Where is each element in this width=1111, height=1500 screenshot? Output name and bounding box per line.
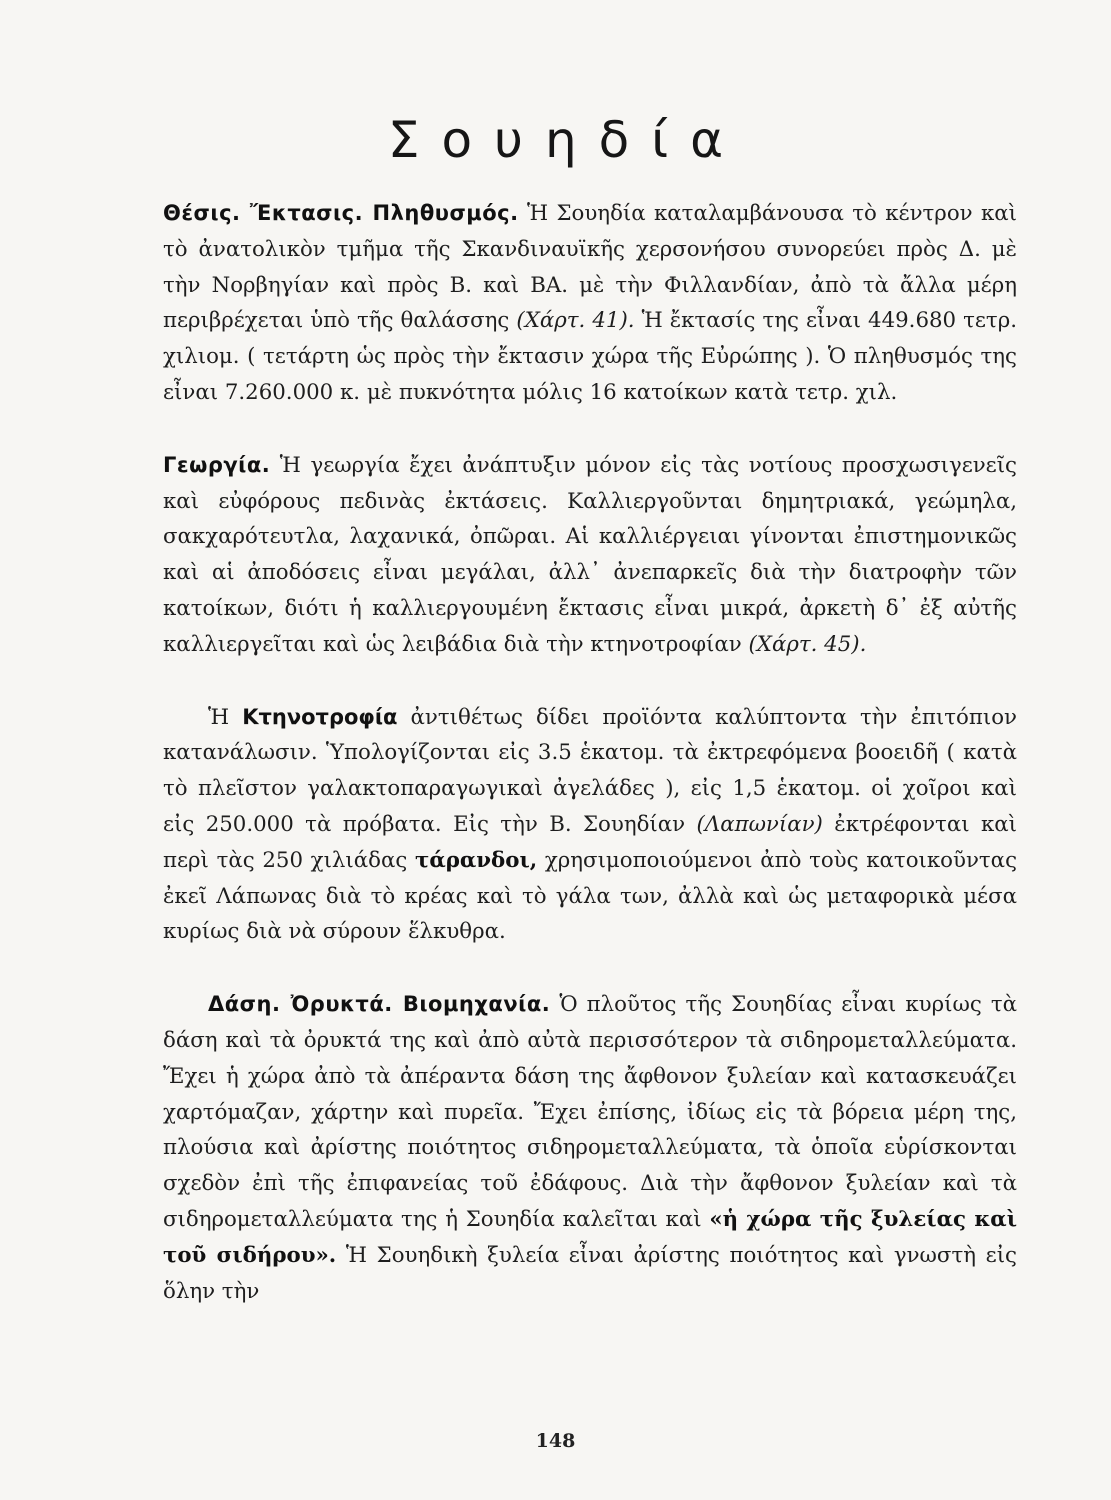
country-epithet-quote: «ἡ χώρα τῆς ξυλείας καὶ τοῦ σιδήρου». [163,1206,1017,1268]
paragraph-livestock [163,700,1017,951]
page-title: Σουηδία [387,111,746,169]
forests-text-1: Ὁ πλοῦτος τῆς Σουηδίας εἶναι κυρίως τὰ δάση καὶ τὰ ὀρυκτά της καὶ ἀπὸ αὐτὰ περισσότερον τὰ σιδηρομεταλλεύματα. Ἔχει ἡ χώρα ἀπὸ τὰ ἀπέραντα δάση της ἄφθονον ξυλείαν καὶ κατασκευάζει χαρτόμαζαν, χάρτην καὶ πυρεῖα. Ἔχει ἐπίσης, ἰδίως εἰς τὰ βόρεια μέρη της, πλούσια καὶ ἀρίστης ποιότητος σιδηρομεταλλεύματα, τὰ ὁποῖα εὑρίσκονται σχεδὸν ἐπὶ τῆς ἐπιφανείας τοῦ ἐδάφους. Διὰ τὴν ἄφθονον ξυλείαν καὶ τὰ σιδηρομεταλλεύματα της ἡ Σουηδία καλεῖται καὶ [163,992,1017,1232]
map-reference-41: (Χάρτ. 41). [516,308,635,334]
paragraph-position [163,196,1017,411]
position-text-2: Ἡ ἔκτασίς της εἶναι 449.680 τετρ. χιλιομ. ( τετάρτη ὡς πρὸς τὴν ἔκτασιν χώρα τῆς Εὐρώπης ). Ὁ πληθυσμός της εἶναι 7.260.000 κ. μὲ πυκνότητα μόλις 16 κατοίκων κατὰ τετρ. χιλ. [163,308,1018,405]
livestock-text-1: ἀντιθέτως δίδει προϊόντα καλύπτοντα τὴν ἐπιτόπιον κατανάλωσιν. Ὑπολογίζονται εἰς 3.5 ἑκατομ. τὰ ἐκτρεφόμενα βοοειδῆ ( κατὰ τὸ πλεῖστον γαλακτοπαραγωγικαὶ ἀγελάδες ), εἰς 1,5 ἑκατομ. οἱ χοῖροι καὶ εἰς 250.000 τὰ πρόβατα. Εἰς τὴν Β. Σουηδίαν [163,704,1017,837]
section-heading-livestock: Κτηνοτροφία [242,704,398,729]
forests-text-2: Ἡ Σουηδικὴ ξυλεία εἶναι ἀρίστης ποιότητος καὶ γνωστὴ εἰς ὅλην τὴν [163,1242,1017,1304]
lapland-term: (Λαπωνίαν) [696,811,823,837]
section-heading-forests: Δάση. Ὀρυκτά. Βιομηχανία. [208,992,551,1017]
livestock-text-2: ἐκτρέφονται καὶ περὶ τὰς 250 χιλιάδας [163,811,1017,873]
section-heading-agriculture: Γεωργία. [163,452,271,477]
section-heading-position: Θέσις. Ἔκτασις. Πληθυσμός. [163,201,519,225]
map-reference-45: (Χάρτ. 45). [748,631,867,657]
livestock-lead: Ἡ [208,704,230,730]
page-body [163,196,1017,1309]
agriculture-text: Ἡ γεωργία ἔχει ἀνάπτυξιν μόνον εἰς τὰς νοτίους προσχωσιγενεῖς καὶ εὐφόρους πεδινὰς ἐκτάσεις. Καλλιεργοῦνται δημητριακά, γεώμηλα, σακχαρότευτλα, λαχανικά, ὀπῶραι. Αἱ καλλιέργειαι γίνονται ἐπιστημονικῶς καὶ αἱ ἀποδόσεις εἶναι μεγάλαι, ἀλλ᾿ ἀνεπαρκεῖς διὰ τὴν διατροφὴν τῶν κατοίκων, διότι ἡ καλλιεργουμένη ἔκτασις εἶναι μικρά, ἀρκετὴ δ᾿ ἐξ αὐτῆς καλλιεργεῖται καὶ ὡς λειβάδια διὰ τὴν κτηνοτροφίαν [163,452,1017,657]
paragraph-agriculture [163,448,1017,663]
paragraph-forests [163,987,1017,1309]
position-text-1: Ἡ Σουηδία καταλαμβάνουσα τὸ κέντρον καὶ τὸ ἀνατολικὸν τμῆμα τῆς Σκανδιναυϊκῆς χερσονήσου συνορεύει πρὸς Δ. μὲ τὴν Νορβηγίαν καὶ πρὸς Β. καὶ ΒΑ. μὲ τὴν Φιλλανδίαν, ἀπὸ τὰ ἄλλα μέρη περιβρέχεται ὑπὸ τῆς θαλάσσης [163,201,1018,334]
page-number: 148 [535,1430,576,1452]
livestock-text-3: χρησιμοποιούμενοι ἀπὸ τοὺς κατοικοῦντας ἐκεῖ Λάπωνας διὰ τὸ κρέας καὶ τὸ γάλα των, ἀλλὰ καὶ ὡς μεταφορικὰ μέσα κυρίως διὰ νὰ σύρουν ἕλκυθρα. [163,847,1017,945]
reindeer-term: τάρανδοι, [414,847,538,873]
